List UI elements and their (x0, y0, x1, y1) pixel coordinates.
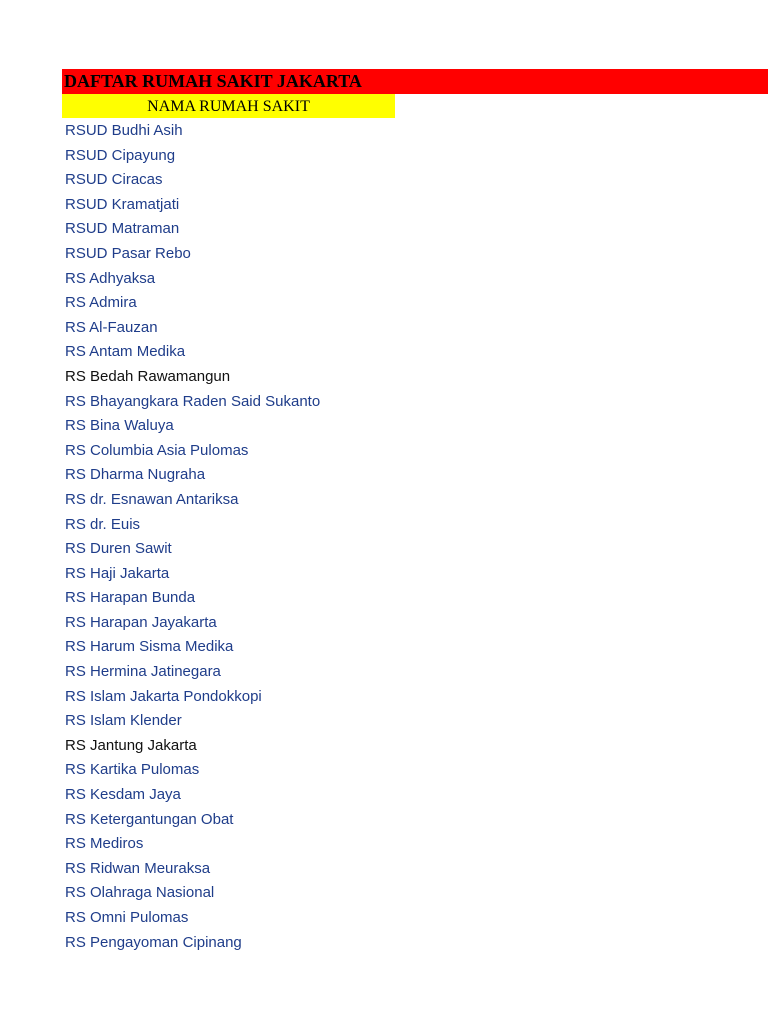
list-item[interactable]: RS Bhayangkara Raden Said Sukanto (65, 392, 321, 410)
list-item[interactable]: RS Ketergantungan Obat (65, 810, 234, 828)
list-item[interactable]: RSUD Kramatjati (65, 195, 180, 213)
list-item[interactable]: RS Ridwan Meuraksa (65, 859, 211, 877)
list-item[interactable]: RS Mediros (65, 835, 144, 853)
list-item[interactable]: RSUD Matraman (65, 220, 180, 238)
list-item[interactable]: RS Admira (65, 294, 137, 312)
list-item[interactable]: RS Adhyaksa (65, 269, 156, 287)
list-item[interactable]: RS Al-Fauzan (65, 318, 158, 336)
list-item[interactable]: RS Bedah Rawamangun (65, 367, 231, 385)
list-item[interactable]: RS Duren Sawit (65, 540, 172, 558)
hospital-list (65, 119, 320, 955)
list-item[interactable]: RS dr. Euis (65, 515, 141, 533)
list-item[interactable]: RS Omni Pulomas (65, 909, 189, 926)
list-item[interactable]: RSUD Ciracas (65, 171, 163, 189)
list-item[interactable]: RS Olahraga Nasional (65, 884, 215, 902)
list-item[interactable]: RS Hermina Jatinegara (65, 663, 221, 681)
list-item[interactable]: RS Harum Sisma Medika (65, 638, 234, 656)
list-item[interactable]: RS Kartika Pulomas (65, 761, 200, 779)
list-item[interactable]: RS Islam Klender (65, 712, 182, 730)
list-item[interactable]: RS Islam Jakarta Pondokkopi (65, 687, 262, 705)
list-item[interactable]: RS Harapan Jayakarta (65, 613, 217, 631)
list-item[interactable]: RS Pengayoman Cipinang (65, 933, 242, 951)
list-item[interactable]: RS Haji Jakarta (65, 564, 170, 582)
list-item[interactable]: RSUD Pasar Rebo (65, 244, 191, 262)
list-item[interactable]: RS Jantung Jakarta (65, 736, 197, 754)
list-item[interactable]: RSUD Cipayung (65, 146, 176, 164)
column-header: NAMA RUMAH SAKIT (62, 94, 395, 118)
list-item[interactable]: RS dr. Esnawan Antariksa (65, 490, 239, 508)
list-item[interactable]: RS Kesdam Jaya (65, 786, 181, 804)
list-item[interactable]: RS Antam Medika (65, 343, 186, 361)
list-item[interactable]: RS Harapan Bunda (65, 589, 196, 607)
list-item[interactable]: RS Dharma Nugraha (65, 466, 206, 484)
title-bar (62, 69, 768, 94)
list-item[interactable]: RS Bina Waluya (65, 417, 174, 435)
page-title: DAFTAR RUMAH SAKIT JAKARTA (64, 71, 362, 91)
list-item[interactable]: RS Columbia Asia Pulomas (65, 441, 249, 459)
list-item[interactable]: RSUD Budhi Asih (65, 122, 183, 139)
